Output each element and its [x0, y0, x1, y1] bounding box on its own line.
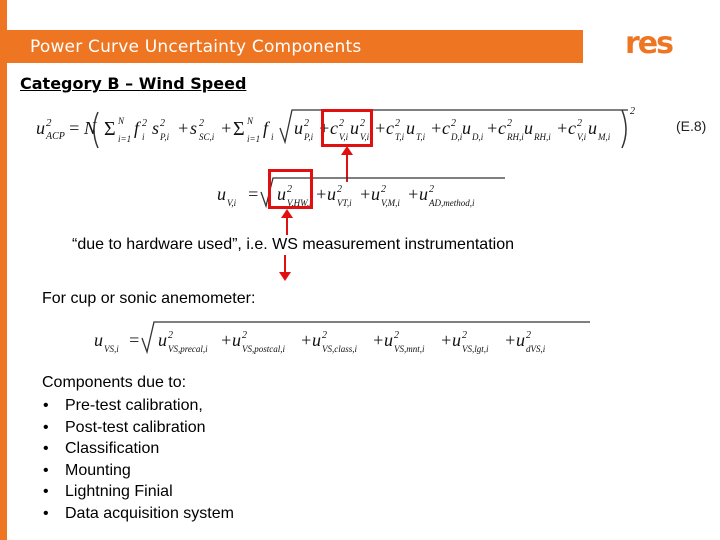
svg-text:P,i: P,i: [160, 132, 170, 142]
svg-text:T,i: T,i: [416, 132, 426, 142]
svg-text:VS,i: VS,i: [104, 344, 119, 354]
arrow-up-small-icon: [280, 209, 294, 235]
components-label: Components due to:: [42, 374, 187, 391]
svg-text:+: +: [504, 330, 517, 350]
svg-text:+: +: [359, 184, 372, 204]
svg-text:dVS,i: dVS,i: [526, 344, 546, 354]
svg-text:2: 2: [304, 118, 309, 129]
svg-text:=: =: [247, 184, 260, 204]
svg-text:c: c: [386, 118, 394, 138]
hardware-quote: “due to hardware used”, i.e. WS measurement instrumentation: [72, 236, 514, 253]
svg-text:RH,i: RH,i: [534, 132, 551, 142]
svg-text:SC,i: SC,i: [199, 132, 215, 142]
svg-text:+: +: [300, 330, 313, 350]
svg-text:u: u: [588, 118, 597, 138]
svg-text:2: 2: [142, 118, 147, 129]
svg-text:u: u: [516, 330, 525, 350]
svg-text:N: N: [84, 118, 97, 138]
left-accent-bar: [0, 0, 7, 540]
components-list: [42, 395, 234, 525]
svg-text:2: 2: [242, 330, 247, 341]
svg-text:u: u: [217, 184, 226, 204]
svg-text:VS,precal,i: VS,precal,i: [168, 344, 208, 354]
svg-text:2: 2: [395, 118, 400, 129]
svg-text:2: 2: [577, 118, 582, 129]
svg-text:N: N: [247, 116, 254, 126]
svg-text:=: =: [68, 118, 81, 138]
svg-text:u: u: [294, 118, 303, 138]
svg-text:VS,lgt,i: VS,lgt,i: [462, 344, 489, 354]
svg-text:+: +: [372, 330, 385, 350]
svg-text:2: 2: [394, 330, 399, 341]
svg-text:Σ: Σ: [104, 118, 116, 140]
svg-text:2: 2: [287, 184, 292, 195]
svg-text:u: u: [94, 330, 103, 350]
svg-text:2: 2: [429, 184, 434, 195]
svg-text:2: 2: [168, 330, 173, 341]
list-item: [42, 503, 234, 525]
svg-text:V,HW,i: V,HW,i: [287, 198, 312, 208]
svg-text:f: f: [134, 118, 140, 138]
svg-text:c: c: [330, 118, 338, 138]
svg-text:u: u: [524, 118, 533, 138]
svg-text:2: 2: [381, 184, 386, 195]
svg-text:+: +: [486, 118, 499, 138]
svg-text:+: +: [220, 330, 233, 350]
svg-text:+: +: [315, 184, 328, 204]
svg-text:V,i: V,i: [577, 132, 587, 142]
svg-text:i=1: i=1: [118, 134, 132, 144]
slide-title: Power Curve Uncertainty Components: [30, 37, 362, 57]
bullet-icon: •: [43, 440, 49, 458]
svg-text:2: 2: [199, 118, 204, 129]
svg-text:RH,i: RH,i: [507, 132, 524, 142]
svg-text:Σ: Σ: [233, 118, 245, 140]
svg-text:V,M,i: V,M,i: [381, 198, 400, 208]
svg-text:u: u: [277, 184, 286, 204]
svg-text:VS,mnt,i: VS,mnt,i: [394, 344, 425, 354]
list-item: [42, 460, 234, 482]
svg-text:V,i: V,i: [227, 198, 237, 208]
svg-text:2: 2: [451, 118, 456, 129]
section-subtitle: Category B – Wind Speed: [20, 74, 247, 93]
svg-text:2: 2: [360, 118, 365, 129]
list-item-label: Classification: [65, 440, 160, 458]
list-item: [42, 417, 234, 439]
svg-text:VS,postcal,i: VS,postcal,i: [242, 344, 285, 354]
list-item-label: Mounting: [65, 461, 131, 479]
svg-text:2: 2: [339, 118, 344, 129]
svg-text:+: +: [318, 118, 331, 138]
svg-text:2: 2: [337, 184, 342, 195]
bullet-icon: •: [43, 418, 49, 436]
svg-text:s: s: [152, 118, 160, 138]
list-item-label: Data acquisition system: [65, 504, 234, 522]
svg-text:u: u: [462, 118, 471, 138]
svg-text:i: i: [142, 132, 145, 142]
list-item: [42, 395, 234, 417]
svg-text:VS,class,i: VS,class,i: [322, 344, 357, 354]
svg-text:u: u: [452, 330, 461, 350]
svg-text:2: 2: [322, 330, 327, 341]
svg-text:u: u: [419, 184, 428, 204]
list-item: [42, 438, 234, 460]
ws-equation: [215, 172, 505, 212]
bullet-icon: •: [43, 461, 49, 479]
list-item-label: Lightning Finial: [65, 483, 173, 501]
highlight-box-bottom: [268, 169, 313, 209]
svg-text:=: =: [128, 330, 141, 350]
svg-text:+: +: [374, 118, 387, 138]
svg-text:u: u: [350, 118, 359, 138]
svg-text:N: N: [118, 116, 125, 126]
svg-text:u: u: [327, 184, 336, 204]
svg-text:+: +: [430, 118, 443, 138]
svg-text:c: c: [442, 118, 450, 138]
svg-text:c: c: [568, 118, 576, 138]
svg-text:M,i: M,i: [598, 132, 611, 142]
svg-text:2: 2: [462, 330, 467, 341]
svg-text:f: f: [263, 118, 269, 138]
svg-text:T,i: T,i: [395, 132, 405, 142]
svg-text:u: u: [36, 118, 45, 138]
svg-text:u: u: [371, 184, 380, 204]
svg-text:D,i: D,i: [451, 132, 463, 142]
svg-text:V,i: V,i: [339, 132, 349, 142]
bullet-icon: •: [43, 397, 49, 414]
svg-text:res: res: [625, 28, 672, 58]
arrow-down-icon: [278, 255, 292, 281]
svg-text:u: u: [406, 118, 415, 138]
svg-text:P,i: P,i: [304, 132, 314, 142]
svg-text:2: 2: [46, 117, 52, 129]
svg-text:2: 2: [507, 118, 512, 129]
svg-text:u: u: [232, 330, 241, 350]
svg-text:i=1: i=1: [247, 134, 261, 144]
svg-text:AD,method,i: AD,method,i: [429, 198, 475, 208]
bullet-icon: •: [43, 483, 49, 501]
svg-text:ACP: ACP: [46, 131, 65, 142]
res-logo: [623, 28, 683, 58]
equation-tag: (E.8): [676, 118, 707, 134]
svg-text:+: +: [177, 118, 190, 138]
svg-text:c: c: [498, 118, 506, 138]
svg-text:V,i: V,i: [360, 132, 370, 142]
svg-text:2: 2: [160, 118, 165, 129]
svg-text:2: 2: [526, 330, 531, 341]
svg-text:i: i: [271, 132, 274, 142]
svg-text:VT,i: VT,i: [337, 198, 352, 208]
svg-text:2: 2: [630, 106, 635, 117]
svg-text:u: u: [312, 330, 321, 350]
list-item-label: Pre-test calibration,: [65, 397, 203, 414]
svg-text:+: +: [440, 330, 453, 350]
svg-text:+: +: [220, 118, 233, 138]
list-item: [42, 481, 234, 503]
bullet-icon: •: [43, 504, 49, 522]
list-item-label: Post-test calibration: [65, 418, 206, 436]
svg-text:u: u: [158, 330, 167, 350]
sonic-equation: [92, 318, 592, 358]
svg-text:u: u: [384, 330, 393, 350]
highlight-box-top: [321, 109, 373, 147]
cup-sonic-label: For cup or sonic anemometer:: [42, 290, 256, 307]
svg-text:+: +: [556, 118, 569, 138]
svg-text:D,i: D,i: [472, 132, 484, 142]
svg-text:+: +: [407, 184, 420, 204]
svg-text:s: s: [190, 118, 198, 138]
